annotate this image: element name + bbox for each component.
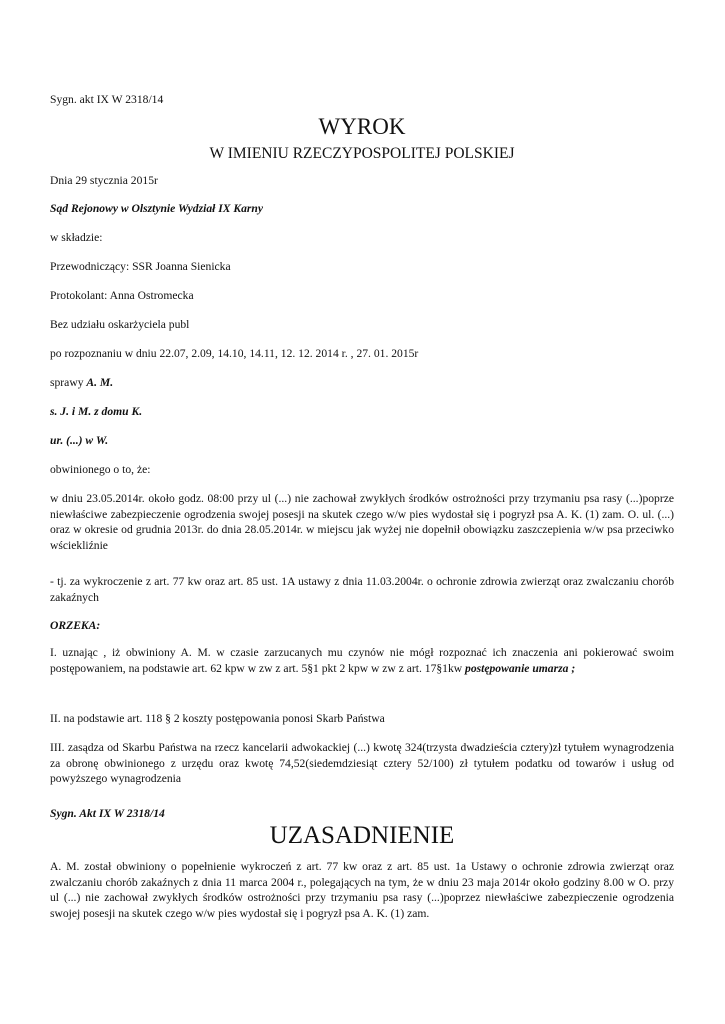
hearing-dates: po rozpoznaniu w dniu 22.07, 2.09, 14.10, 14.11, 12. 12. 2014 r. , 27. 01. 2015r [50,347,419,360]
case-signature: Sygn. akt IX W 2318/14 [50,93,164,106]
ruling-heading: ORZEKA: [50,619,101,632]
prosecutor-note: Bez udziału oskarżyciela publ [50,318,190,331]
ruling-item-1 [50,645,674,676]
ruling-item-1-text: I. uznając , iż obwiniony A. M. w czasie zarzucanych mu czynów nie mógł rozpoznać ich znaczenia ani pokierować swoim postępowaniem, na podstawie art. 62 kpw w zw z art. 5§1 pkt 2 kpw w zw z art. 17§1kw [50,646,674,675]
ruling-item-1-emphasis: postępowanie umarza ; [465,661,576,675]
chair-judge: Przewodniczący: SSR Joanna Sienicka [50,260,231,273]
composition-label: w składzie: [50,231,103,244]
case-of [50,375,674,391]
court-clerk: Protokolant: Anna Ostromecka [50,289,194,302]
case-prefix: sprawy [50,376,87,389]
document-subtitle: W IMIENIU RZECZYPOSPOLITEJ POLSKIEJ [209,145,515,162]
accused-birth: ur. (...) w W. [50,434,109,447]
justification-text: A. M. został obwiniony o popełnienie wykroczeń z art. 77 kw oraz z art. 85 ust. 1a Ustawy o ochronie zdrowia zwierząt oraz zwalczaniu chorób zakaźnych z dnia 11 marca 2004 r., polegających na tym, że w dniu 23 maja 2014r około godziny 8.00 w O. przy ul (...) nie zachował zwykłych środków ostrożności przy trzymaniu psa rasy (...)poprzez niewłaściwe zabezpieczenie ogrodzenia swojej posesji na skutek czego w/w pies wydostał się i pogryzł psa A. K. (1) zam. [50,860,674,920]
justification-title: UZASADNIENIE [269,822,455,849]
accused-name: A. M. [86,376,114,389]
ruling-item-3: III. zasądza od Skarbu Państwa na rzecz kancelarii adwokackiej (...) kwotę 324(trzysta dwadzieścia cztery)zł tytułem wynagrodzenia za obronę obwinionego z urzędu oraz kwotę 74,52(siedemdziesiąt cztery 52/100) zł tytułem podatku od towarów i usług od powyższego wynagrodzenia [50,741,674,785]
accused-parents: s. J. i M. z domu K. [50,405,143,418]
court-name: Sąd Rejonowy w Olsztynie Wydział IX Karny [50,202,264,215]
charged-intro: obwinionego o to, że: [50,463,151,476]
charge-qualification: - tj. za wykroczenie z art. 77 kw oraz art. 85 ust. 1A ustawy z dnia 11.03.2004r. o ochronie zdrowia zwierząt oraz zwalczaniu chorób zakaźnych [50,575,674,604]
justification-signature: Sygn. Akt IX W 2318/14 [50,807,165,820]
charge-text: w dniu 23.05.2014r. około godz. 08:00 przy ul (...) nie zachował zwykłych środków ostrożności przy trzymaniu psa rasy (...)poprze niewłaściwe zabezpieczenie ogrodzenia swojej posesji na skutek czego w/w pies wydostał się i pogryzł psa A. K. (1) zam. O. ul. (...) oraz w okresie od grudnia 2013r. do dnia 28.05.2014r. w miejscu jak wyżej nie dopełnił obowiązku zaszczepienia w/w psa przeciwko wściekliźnie [50,492,674,552]
document-title: WYROK [318,114,406,139]
judgment-date: Dnia 29 stycznia 2015r [50,174,158,187]
ruling-item-2: II. na podstawie art. 118 § 2 koszty postępowania ponosi Skarb Państwa [50,712,385,725]
